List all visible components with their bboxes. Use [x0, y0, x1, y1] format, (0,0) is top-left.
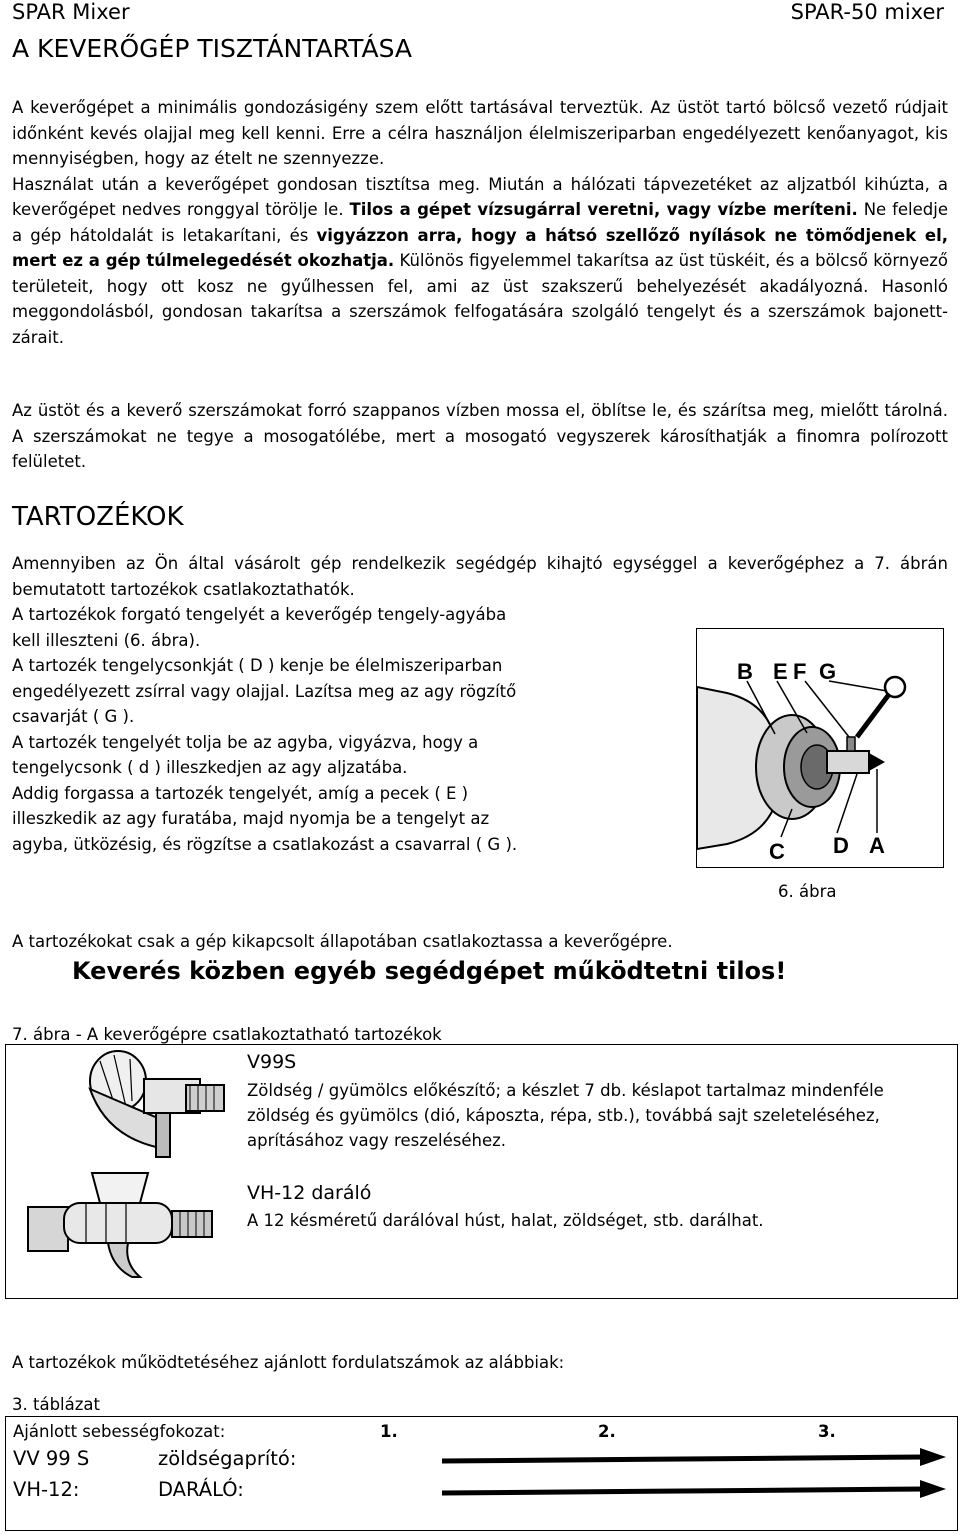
- cleaning-text-d: Különös figyelemmel takarítsa az üst tüskéit, és a bölcső környező területeit, hogy ott kosz ne gyűlhessen fel, ami az üst szakszerű behelyezését akadályozná. Hasonló meggondolásból, gondosan takarítsa a szerszámok felfogatására szolgáló tengelyt és a szerszámok bajonett-zárait.: [12, 251, 948, 347]
- speeds-intro: A tartozékok működtetéséhez ajánlott fordulatszámok az alábbiak:: [12, 1353, 565, 1372]
- speed-level-3: 3.: [818, 1422, 836, 1441]
- figure-6-caption: 6. ábra: [778, 882, 837, 901]
- meat-grinder-icon: [16, 1167, 231, 1285]
- fig-label-d: D: [833, 833, 849, 858]
- figure-6-diagram: [696, 628, 944, 868]
- speed-table: [5, 1416, 958, 1531]
- header-right: SPAR-50 mixer: [790, 0, 944, 24]
- instruction-line: A tartozékok forgató tengelyét a keverőgép tengely-agyába: [12, 605, 507, 624]
- operation-warning: Keverés közben egyéb segédgépet működtetni tilos!: [72, 957, 787, 985]
- fig-label-f: F: [793, 659, 807, 684]
- fig-label-b: B: [737, 659, 753, 684]
- speed-level-2: 2.: [598, 1422, 616, 1441]
- fig-label-e: E: [773, 659, 788, 684]
- cleaning-paragraph: [12, 95, 948, 350]
- cleaning-text-a: A keverőgépet a minimális gondozásigény szem előtt tartásával terveztük. Az üstöt tartó bölcső vezető rúdjait időnként kevés olajjal meg kell kenni. Erre a célra használjon élelmiszeriparban engedélyezett kenőanyagot, kis mennyiségben, hogy az ételt ne szennyezze.: [12, 98, 948, 168]
- instruction-line: A tartozék tengelyét tolja be az agyba, vigyázva, hogy a: [12, 732, 479, 752]
- accessories-intro: Amennyiben az Ön által vásárolt gép rendelkezik segédgép kihajtó egységgel a keverőgéphez a 7. ábrán bemutatott tartozékok csatlakoztathatók.: [12, 554, 948, 599]
- speed-arrows: [436, 1447, 951, 1507]
- instruction-line: illeszkedik az agy furatába, majd nyomja be a tengelyt az: [12, 809, 490, 828]
- fig-label-a: A: [869, 833, 885, 858]
- vegetable-slicer-icon: [86, 1049, 236, 1167]
- instruction-line: Addig forgassa a tartozék tengelyét, amíg a pecek ( E ): [12, 783, 469, 803]
- row-code-vh12: VH-12:: [13, 1478, 80, 1501]
- speed-level-1: 1.: [380, 1422, 398, 1441]
- speed-header-label: Ajánlott sebességfokozat:: [13, 1422, 226, 1441]
- install-instructions: [12, 602, 672, 857]
- table-caption: 3. táblázat: [12, 1395, 100, 1414]
- hub-diagram-icon: [697, 629, 943, 867]
- fig-label-c: C: [769, 839, 785, 864]
- connect-note: A tartozékokat csak a gép kikapcsolt állapotában csatlakoztassa a keverőgépre.: [12, 932, 673, 951]
- arrow-right-icon: [442, 1480, 946, 1498]
- row-name-vh12: DARÁLÓ:: [158, 1478, 244, 1501]
- section-title-cleaning: A KEVERŐGÉP TISZTÁNTARTÁSA: [12, 34, 412, 63]
- cleaning-text-b: Használat után a keverőgépet gondosan tisztítsa meg. Miután a hálózati tápvezetéket az aljzatból kihúzta, a keverőgépet nedves ronggyal törölje le.: [12, 174, 948, 219]
- instruction-line: agyba, ütközésig, és rögzítse a csatlakozást a csavarral ( G ).: [12, 834, 518, 854]
- cleaning-warning-2: vigyázzon arra, hogy a hátsó szellőző nyílások ne tömődjenek el, mert ez a gép túlmelegedését okozhatja.: [12, 225, 948, 270]
- section-title-accessories: TARTOZÉKOK: [12, 502, 184, 532]
- instruction-line: kell illeszteni (6. ábra).: [12, 630, 201, 650]
- row-name-vv99s: zöldségaprító:: [158, 1447, 297, 1470]
- accessory-desc-v99s: Zöldség / gyümölcs előkészítő; a készlet 7 db. késlapot tartalmaz mindenféle zöldség és gyümölcs (dió, káposzta, répa, stb.), továbbá sajt szeleteléséhez, aprításához vagy reszeléséhez.: [247, 1081, 884, 1150]
- instruction-line: A tartozék tengelycsonkját ( D ) kenje be élelmiszeriparban: [12, 656, 503, 675]
- instruction-line: engedélyezett zsírral vagy olajjal. Lazítsa meg az agy rögzítő: [12, 681, 517, 701]
- washing-paragraph: Az üstöt és a keverő szerszámokat forró szappanos vízben mossa el, öblítse le, és szárítsa meg, mielőtt tárolná. A szerszámokat ne tegye a mosogatólébe, mert a mosogató vegyszerek károsíthatják a finomra polírozott felületet.: [12, 401, 948, 471]
- row-code-vv99s: VV 99 S: [13, 1447, 90, 1470]
- accessory-name-vh12: VH-12 daráló: [247, 1182, 372, 1204]
- cleaning-text-c: Ne feledje a gép hátoldalát is letakarítani, és: [12, 200, 948, 245]
- accessory-name-v99s: V99S: [247, 1051, 297, 1073]
- instruction-line: tengelycsonk ( d ) illeszkedjen az agy aljzatába.: [12, 758, 408, 777]
- cleaning-warning-1: Tilos a gépet vízsugárral veretni, vagy vízbe meríteni.: [349, 200, 858, 219]
- accessory-desc-vh12: A 12 késméretű darálóval húst, halat, zöldséget, stb. darálhat.: [247, 1211, 764, 1230]
- header-left: SPAR Mixer: [12, 0, 130, 24]
- accessories-figure: [5, 1044, 958, 1299]
- arrow-right-icon: [442, 1448, 946, 1466]
- instruction-line: csavarját ( G ).: [12, 707, 135, 726]
- figure-7-caption: 7. ábra - A keverőgépre csatlakoztatható tartozékok: [12, 1025, 442, 1044]
- fig-label-g: G: [819, 659, 837, 684]
